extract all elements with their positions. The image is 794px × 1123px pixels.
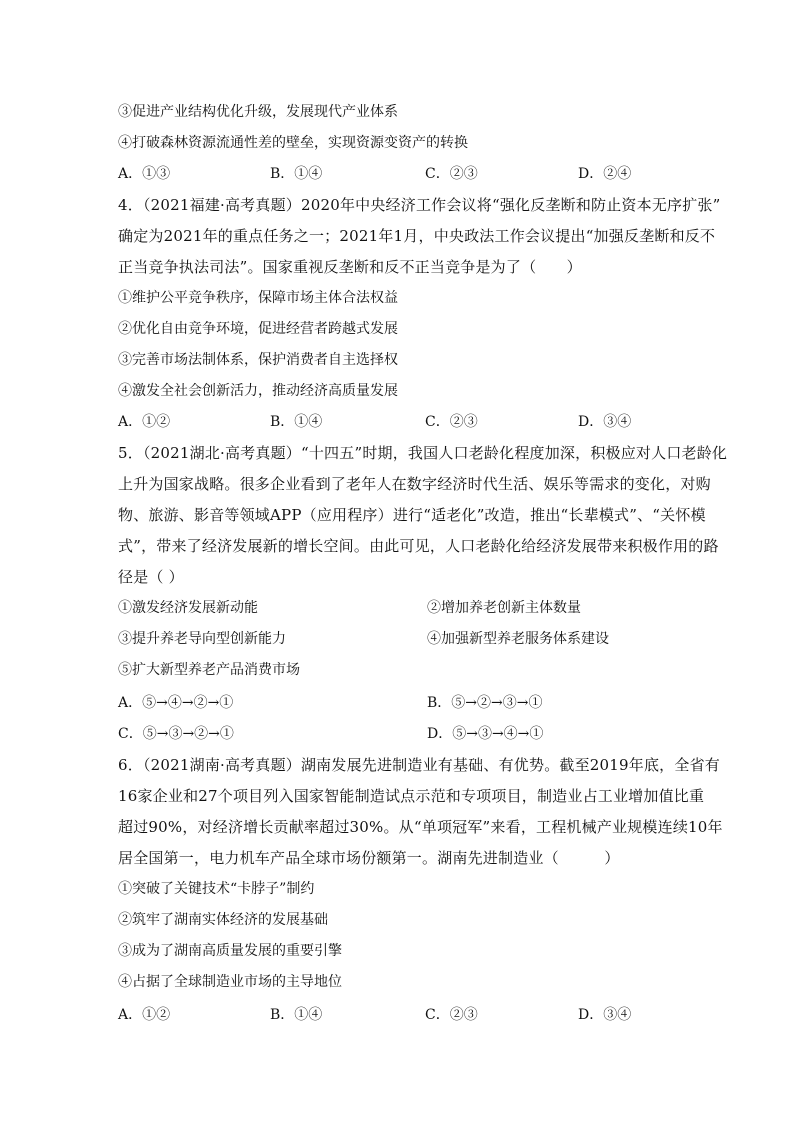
q5-choice-d[interactable]: D．⑤→③→④→① xyxy=(427,726,544,742)
q6-choice-a[interactable]: A．①② xyxy=(118,1007,171,1023)
q6-item-4: ④占据了全球制造业市场的主导地位 xyxy=(118,974,342,990)
q4-choice-b[interactable]: B．①④ xyxy=(270,414,323,430)
q5-choice-a[interactable]: A．⑤→④→②→① xyxy=(118,695,234,711)
q6-choice-d[interactable]: D．③④ xyxy=(578,1007,632,1023)
q6-stem-line-3: 超过90%，对经济增长贡献率超过30%。从“单项冠军”来看，工程机械产业规模连续10年 xyxy=(118,818,723,836)
q4-choice-a[interactable]: A．①② xyxy=(118,414,171,430)
q4-stem-line-1: 4．（2021福建·高考真题）2020年中央经济工作会议将“强化反垄断和防止资本无序扩张” xyxy=(118,196,721,214)
q6-item-2: ②筑牢了湖南实体经济的发展基础 xyxy=(118,912,328,928)
q4-item-4: ④激发全社会创新活力，推动经济高质量发展 xyxy=(118,383,398,399)
q6-stem-line-2: 16家企业和27个项目列入国家智能制造试点示范和专项项目，制造业占工业增加值比重 xyxy=(118,787,705,805)
q4-choice-d[interactable]: D．③④ xyxy=(578,414,632,430)
q4-item-3: ③完善市场法制体系，保护消费者自主选择权 xyxy=(118,352,398,368)
q4-item-2: ②优化自由竞争环境，促进经营者跨越式发展 xyxy=(118,321,398,337)
q5-choice-c[interactable]: C．⑤→③→②→① xyxy=(118,726,234,742)
pre-item-3: ③促进产业结构优化升级，发展现代产业体系 xyxy=(118,104,398,120)
choice-b[interactable]: B．①④ xyxy=(270,166,323,182)
q6-item-1: ①突破了关键技术“卡脖子”制约 xyxy=(118,881,315,897)
q5-item-5: ⑤扩大新型养老产品消费市场 xyxy=(118,662,300,678)
q4-item-1: ①维护公平竞争秩序，保障市场主体合法权益 xyxy=(118,290,398,306)
q5-stem-line-2: 上升为国家战略。很多企业看到了老年人在数字经济时代生活、娱乐等需求的变化，对购 xyxy=(118,475,711,493)
q5-item-1: ①激发经济发展新动能 xyxy=(118,600,258,616)
choice-d[interactable]: D．②④ xyxy=(578,166,632,182)
choice-c[interactable]: C．②③ xyxy=(425,166,478,182)
q5-stem-line-5: 径是（ ） xyxy=(118,568,184,586)
q6-item-3: ③成为了湖南高质量发展的重要引擎 xyxy=(118,943,342,959)
q4-stem-line-2: 确定为2021年的重点任务之一；2021年1月，中央政法工作会议提出“加强反垄断和反不 xyxy=(118,227,716,245)
q6-stem-line-1: 6．（2021湖南·高考真题）湖南发展先进制造业有基础、有优势。截至2019年底，全省有 xyxy=(118,756,720,774)
q5-stem-line-3: 物、旅游、影音等领域APP（应用程序）进行“适老化”改造，推出“长辈模式”、“关怀模 xyxy=(118,506,706,524)
q5-item-4: ④加强新型养老服务体系建设 xyxy=(427,631,609,647)
q5-stem-line-4: 式”，带来了经济发展新的增长空间。由此可见，人口老龄化给经济发展带来积极作用的路 xyxy=(118,537,719,555)
q6-stem-line-4: 居全国第一，电力机车产品全球市场份额第一。湖南先进制造业（ ） xyxy=(118,849,620,867)
q5-item-2: ②增加养老创新主体数量 xyxy=(427,600,581,616)
q4-choice-c[interactable]: C．②③ xyxy=(425,414,478,430)
q4-stem-line-3: 正当竞争执法司法”。国家重视反垄断和反不正当竞争是为了（ ） xyxy=(118,258,582,276)
q5-item-3: ③提升养老导向型创新能力 xyxy=(118,631,286,647)
q5-choice-b[interactable]: B．⑤→②→③→① xyxy=(427,695,543,711)
q6-choice-b[interactable]: B．①④ xyxy=(270,1007,323,1023)
q6-choice-c[interactable]: C．②③ xyxy=(425,1007,478,1023)
q5-stem-line-1: 5．（2021湖北·高考真题）“十四五”时期，我国人口老龄化程度加深，积极应对人口老龄化 xyxy=(118,444,728,462)
pre-item-4: ④打破森林资源流通性差的壁垒，实现资源变资产的转换 xyxy=(118,135,468,151)
choice-a[interactable]: A．①③ xyxy=(118,166,171,182)
